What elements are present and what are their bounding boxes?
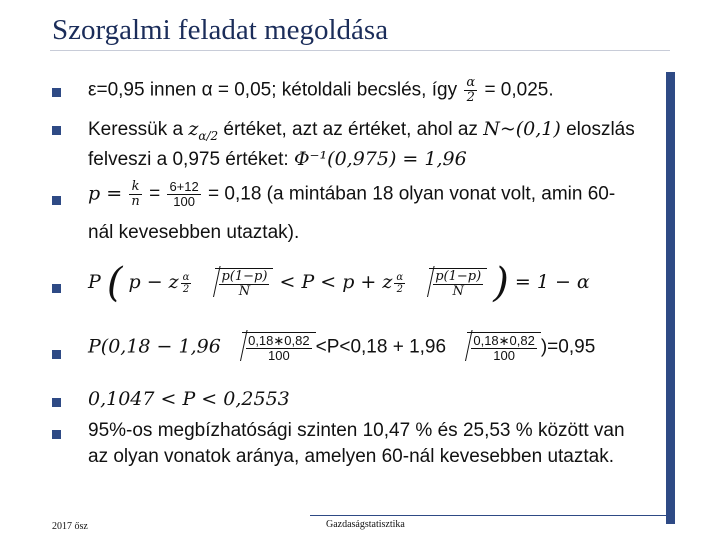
fraction-numerator: p(1−p) xyxy=(435,268,482,284)
fraction-denominator: N xyxy=(238,283,251,299)
fraction-numerator: 6+12 xyxy=(169,179,199,194)
square-root xyxy=(453,332,541,363)
bullet-1-text: ε=0,95 innen α = 0,05; kétoldali becslés, így xyxy=(88,79,458,101)
fraction-numerator: α xyxy=(396,271,404,283)
bullet-3-line-2: nál kevesebben utaztak). xyxy=(88,222,300,243)
bullet-4-formula xyxy=(88,260,590,306)
sample-fraction xyxy=(167,180,200,209)
footer-date: 2017 ősz xyxy=(52,521,88,532)
formula-start: P(0,18 − 1,96 xyxy=(88,335,221,358)
fraction-denominator: 2 xyxy=(396,283,403,295)
fraction-numerator: α xyxy=(182,271,190,283)
normal-distribution-notation: N~(0,1) xyxy=(483,118,561,140)
bullet-marker xyxy=(52,430,61,439)
bullet-marker xyxy=(52,126,61,135)
square-root xyxy=(201,268,273,299)
bullet-2-text-b: értéket, azt az értéket, ahol az xyxy=(218,119,484,140)
inequality-middle: < P < p + z xyxy=(279,271,393,293)
page-title: Szorgalmi feladat megoldása xyxy=(52,14,389,46)
bullet-marker xyxy=(52,88,61,97)
alpha-over-2-fraction xyxy=(464,76,477,105)
fraction-numerator: p(1−p) xyxy=(221,268,268,284)
bullet-3-tail: = 0,18 (a mintában 18 olyan vonat volt, amin 60- xyxy=(208,183,616,205)
fraction-denominator: 100 xyxy=(173,194,195,209)
k-over-n-fraction xyxy=(129,180,141,209)
square-root xyxy=(228,332,316,363)
open-paren: ( xyxy=(106,260,123,306)
bullet-1-line xyxy=(88,76,554,105)
z-subscript: α/2 xyxy=(198,128,219,143)
bullet-3-line-1 xyxy=(88,180,615,209)
bullet-7-line-1: 95%-os megbízhatósági szinten 10,47 % és 25,53 % között van xyxy=(88,420,625,441)
fraction-denominator: n xyxy=(131,194,140,209)
footer-course: Gazdaságstatisztika xyxy=(326,519,405,530)
bullet-5-formula xyxy=(88,332,595,363)
fraction-numerator: α xyxy=(466,75,476,90)
bullet-2-line-1 xyxy=(88,118,635,143)
fraction-denominator: 100 xyxy=(267,348,290,363)
fraction-numerator: 0,18∗0,82 xyxy=(473,333,535,348)
z-variable: z xyxy=(188,118,199,140)
equals-one-minus-alpha: = 1 − α xyxy=(514,271,590,293)
formula-end: )=0,95 xyxy=(540,336,596,358)
bullet-6-interval: 0,1047 < P < 0,2553 xyxy=(88,388,290,410)
alpha-over-2-subscript xyxy=(181,272,192,295)
fraction-denominator: 2 xyxy=(182,283,190,295)
variance-fraction xyxy=(433,270,483,299)
alpha-over-2-subscript xyxy=(394,272,405,295)
bullet-1-tail: = 0,025. xyxy=(484,79,554,101)
fraction-denominator: N xyxy=(452,283,464,299)
fraction-numerator: k xyxy=(129,180,141,195)
numeric-variance-fraction xyxy=(471,334,537,363)
bullet-7-line-2: az olyan vonatok aránya, amelyen 60-nál kevesebben utaztak. xyxy=(88,446,614,467)
bullet-marker xyxy=(52,398,61,407)
equals-sign: = xyxy=(149,183,161,205)
bullet-marker xyxy=(52,196,61,205)
formula-middle: <P<0,18 + 1,96 xyxy=(315,336,447,358)
p-minus-z: p − z xyxy=(128,271,179,293)
fraction-numerator: 0,18∗0,82 xyxy=(248,333,310,348)
fraction-denominator: 2 xyxy=(466,90,475,105)
bullet-2-text-2: felveszi a 0,975 értéket: xyxy=(88,149,294,170)
P-symbol: P xyxy=(88,271,101,293)
numeric-variance-fraction xyxy=(246,334,312,363)
footer-divider xyxy=(310,515,666,516)
p-equals: p = xyxy=(88,182,123,205)
bullet-marker xyxy=(52,284,61,293)
fraction-denominator: 100 xyxy=(493,348,515,363)
variance-fraction xyxy=(219,270,269,299)
bullet-2-text-a: Keressük a xyxy=(88,119,189,140)
side-accent-bar xyxy=(666,72,675,524)
bullet-marker xyxy=(52,350,61,359)
bullet-2-line-2 xyxy=(88,148,467,171)
bullet-2-text-d: eloszlás xyxy=(560,119,635,140)
title-divider xyxy=(50,50,670,51)
square-root xyxy=(415,268,487,299)
close-paren: ) xyxy=(493,260,509,306)
inverse-phi-formula: Φ⁻¹(0,975) = 1,96 xyxy=(293,148,467,170)
